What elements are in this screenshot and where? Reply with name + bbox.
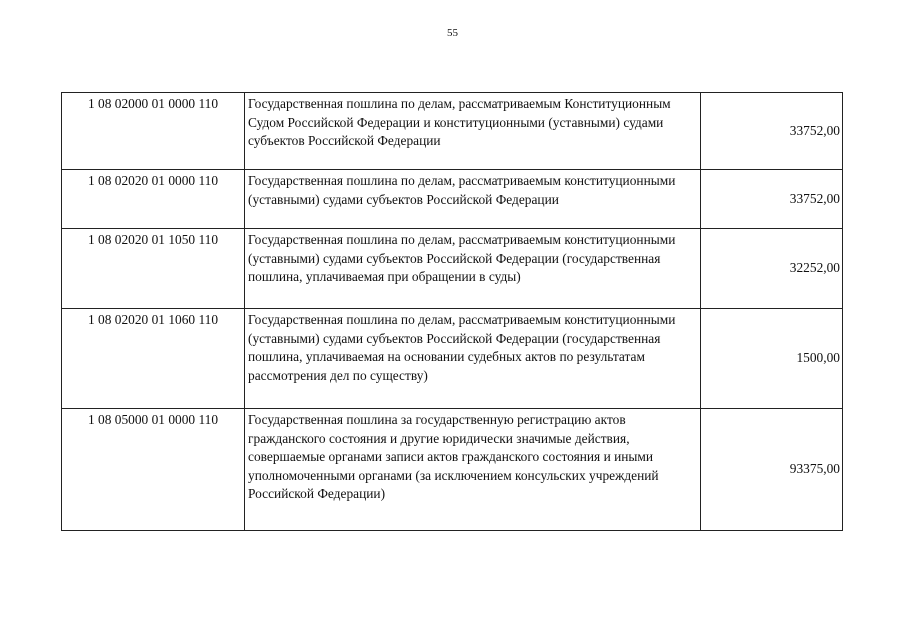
page-number: 55 [447,27,458,39]
budget-code-cell: 1 08 02020 01 1050 110 [62,229,245,309]
description-cell: Государственная пошлина по делам, рассматриваемым конституционными (уставными) судами субъектов Российской Федерации (государственная пошлина, уплачиваемая при обращении в суды) [245,229,701,309]
description-cell: Государственная пошлина за государственную регистрацию актов гражданского состояния и другие юридически значимые действия, совершаемые органами записи актов гражданского состояния и иными уполномоченными органами (за исключением консульских учреждений Российской Федерации) [245,409,701,531]
description-cell: Государственная пошлина по делам, рассматриваемым конституционными (уставными) судами субъектов Российской Федерации [245,170,701,229]
amount-cell: 33752,00 [701,93,843,170]
amount-cell: 1500,00 [701,309,843,409]
budget-revenue-table [61,92,843,531]
budget-code-cell: 1 08 02020 01 0000 110 [62,170,245,229]
amount-cell: 33752,00 [701,170,843,229]
budget-code-cell: 1 08 02020 01 1060 110 [62,309,245,409]
budget-code-cell: 1 08 02000 01 0000 110 [62,93,245,170]
amount-cell: 93375,00 [701,409,843,531]
table-row [62,309,843,409]
table-row [62,229,843,309]
description-cell: Государственная пошлина по делам, рассматриваемым Конституционным Судом Российской Федерации и конституционными (уставными) судами субъектов Российской Федерации [245,93,701,170]
table-row [62,93,843,170]
table-row [62,170,843,229]
table-row [62,409,843,531]
amount-cell: 32252,00 [701,229,843,309]
budget-code-cell: 1 08 05000 01 0000 110 [62,409,245,531]
description-cell: Государственная пошлина по делам, рассматриваемым конституционными (уставными) судами субъектов Российской Федерации (государственная пошлина, уплачиваемая на основании судебных актов по результатам рассмотрения дел по существу) [245,309,701,409]
